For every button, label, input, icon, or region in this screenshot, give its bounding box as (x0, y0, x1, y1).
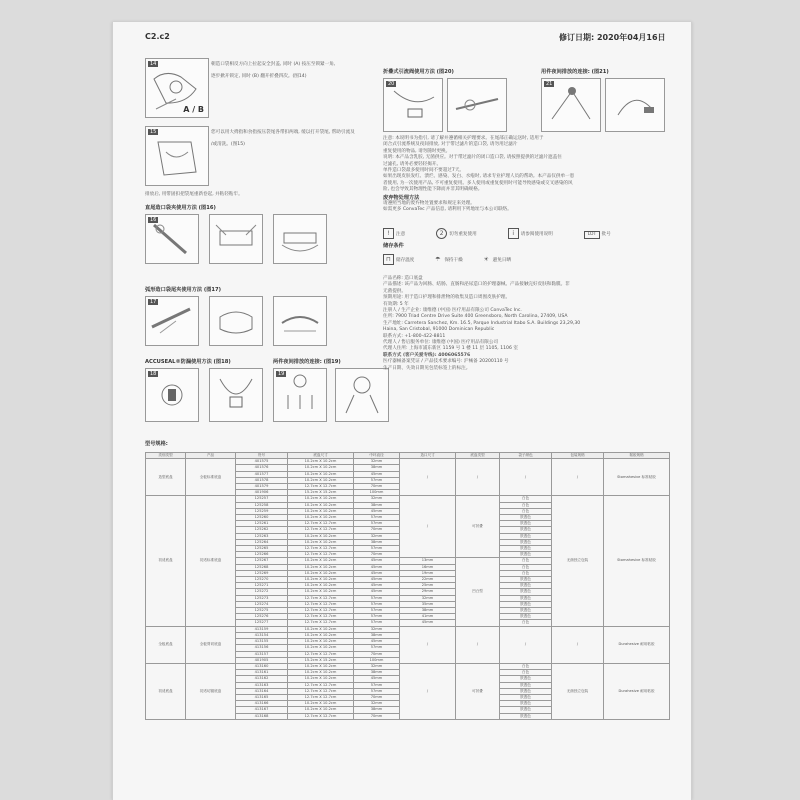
table-cell: 41mm (400, 614, 456, 620)
table-cell: 白色 (500, 620, 552, 626)
table-cell: 12.7cm X 12.7cm (288, 601, 354, 607)
table-cell: 25mm (400, 583, 456, 589)
table-cell: 肤透色 (500, 676, 552, 682)
heading-20: 折叠式引流阀使用方法 (图20) (383, 69, 454, 75)
table-cell: 12.7cm X 12.7cm (288, 546, 354, 552)
table-cell: 12.7cm X 12.7cm (288, 620, 354, 626)
table-cell: 10.2cm X 10.2cm (288, 577, 354, 583)
figure-20a (383, 78, 443, 132)
dispose-heading: 废弃物处理方法 (383, 194, 420, 201)
table-cell: 125259 (236, 508, 288, 514)
table-cell: 57mm (354, 614, 400, 620)
table-cell: 125264 (236, 539, 288, 545)
figure-14 (145, 58, 209, 118)
table-cell: 初适切割底盘 (186, 663, 236, 719)
table-cell: 125275 (236, 608, 288, 614)
storage-label: 保持干燥 (444, 258, 463, 263)
heading-19: 两件夜间排放的连接: (图19) (273, 359, 341, 365)
table-cell: 57mm (354, 682, 400, 688)
note-line: 重复使用的物品, 请勿随时更换。 (383, 148, 451, 154)
info-line: 代理人住所: 上海市浦东新区 1159 号 1 楼 11 层 1105, 1106 室 (383, 346, 518, 352)
table-cell: 肤透色 (500, 595, 552, 601)
table-cell: 413165 (236, 694, 288, 700)
table-cell: 10.2cm X 10.2cm (288, 701, 354, 707)
no-reuse-icon: 2 (436, 228, 447, 239)
table-cell: 125263 (236, 533, 288, 539)
table-cell: 45mm (354, 676, 400, 682)
info-line: 产品描述: 该产品为回肠、结肠、直肠和泌尿造口的护理器械。产品接触完好皮肤和黏膜。非 (383, 282, 570, 288)
table-cell: 401577 (236, 471, 288, 477)
table-cell: 10.2cm X 10.2cm (288, 707, 354, 713)
table-header-cell: 黏胶规格 (604, 453, 670, 459)
info-line: Haina, San Cristobal, 91000 Dominican Republic (383, 327, 495, 333)
table-cell: / (400, 663, 456, 719)
table-cell: 肤透色 (500, 614, 552, 620)
info-line: 联系方式: +1-800-422-8811 (383, 333, 446, 339)
table-cell: 125269 (236, 570, 288, 576)
table-cell: 125260 (236, 515, 288, 521)
table-row (146, 626, 670, 632)
table-cell: 413164 (236, 688, 288, 694)
table-header-cell: 底盘尺寸 (288, 453, 354, 459)
table-cell: 12.7cm X 12.7cm (288, 688, 354, 694)
table-cell: 38mm (354, 502, 400, 508)
table-cell: 38mm (354, 707, 400, 713)
table-cell: / (500, 459, 552, 496)
table-cell: 57mm (354, 688, 400, 694)
table-cell: 125270 (236, 577, 288, 583)
table-cell: 10.2cm X 10.2cm (288, 558, 354, 564)
table-cell: 10.2cm X 10.2cm (288, 670, 354, 676)
product-info (383, 276, 580, 372)
table-row (146, 459, 670, 465)
storage-heading: 储存条件 (383, 243, 404, 249)
figure-17a (145, 296, 199, 346)
sun-icon: ☀ (483, 256, 489, 263)
note-line: 说明: 本产品含乳胶, 无菌供应。对于带过滤片的闭口造口袋, 请按照提供的过滤片遮盖住 (383, 155, 562, 161)
table-cell: 125261 (236, 521, 288, 527)
table-cell: 38mm (354, 539, 400, 545)
table-cell: 57mm (354, 515, 400, 521)
table-cell: 125271 (236, 583, 288, 589)
table-cell: 10.2cm X 10.2cm (288, 626, 354, 632)
table-cell: 12.7cm X 12.7cm (288, 595, 354, 601)
table-cell: 肤透色 (500, 601, 552, 607)
figure-number: 16 (150, 217, 157, 223)
table-cell: 57mm (354, 595, 400, 601)
note-line: 者使用, 为一次使用产品, 不可重复使用。多人使用或重复使用时可能导致感染或交叉感染的风 (383, 180, 573, 186)
table-cell: 70mm (354, 484, 400, 490)
symbols-row (383, 228, 611, 239)
table-cell: 413155 (236, 639, 288, 645)
table-cell: 32mm (354, 626, 400, 632)
table-cell: 45mm (354, 564, 400, 570)
table-cell: / (400, 626, 456, 663)
table-cell: 10.2cm X 10.2cm (288, 570, 354, 576)
table-header-cell: 底盘类型 (456, 453, 500, 459)
table-cell: 57mm (354, 521, 400, 527)
table-cell: 70mm (354, 713, 400, 719)
table-cell: 全板标准底盘 (186, 459, 236, 496)
info-line: 无菌提供。 (383, 288, 406, 294)
table-cell: 10.2cm X 10.2cm (288, 459, 354, 465)
table-cell: 45mm (354, 577, 400, 583)
table-cell: 肤透色 (500, 539, 552, 545)
figure-15 (145, 126, 209, 186)
table-cell: 12.7cm X 12.7cm (288, 608, 354, 614)
note-line: 闭合式引流系统及夜间排放, 对于带过滤片的造口袋, 请勿用过滤片 (383, 142, 518, 148)
table-cell: 肤透色 (500, 515, 552, 521)
table-cell: Durahesive 耐用粘胶 (604, 626, 670, 663)
table-cell: 白色 (500, 502, 552, 508)
table-cell: 45mm (354, 570, 400, 576)
table-cell: 初适底盘 (146, 496, 186, 626)
table-cell: 10.2cm X 10.2cm (288, 465, 354, 471)
table-cell: 401905 (236, 657, 288, 663)
figure-21b (605, 78, 665, 132)
table-cell: 32mm (354, 459, 400, 465)
table-cell: 57mm (354, 620, 400, 626)
table-cell: 45mm (354, 471, 400, 477)
table-cell: 12.7cm X 12.7cm (288, 527, 354, 533)
info-line: 联系方式 (客户关爱专线): 4006065576 (383, 352, 471, 358)
instructions-icon: i (508, 228, 519, 239)
figure-number: 14 (150, 61, 157, 67)
table-cell: / (456, 626, 500, 663)
table-cell: 12.7cm X 12.7cm (288, 521, 354, 527)
note-line: 过滤孔, 请务必要轻轻揭开。 (383, 161, 442, 167)
table-cell: 10.2cm X 10.2cm (288, 477, 354, 483)
note-line: 单件造口袋最多使用时间不要超过7天。 (383, 168, 465, 174)
table-cell: 10.2cm X 10.2cm (288, 583, 354, 589)
figure-20b (447, 78, 507, 132)
table-cell: 可折叠 (456, 496, 500, 558)
info-line: 产品名称: 造口底盘 (383, 276, 423, 281)
table-cell: 125273 (236, 595, 288, 601)
heading-17: 弧形造口袋尾夹使用方法 (图17) (145, 287, 222, 293)
table-cell: 401906 (236, 490, 288, 496)
table-cell: 肤透色 (500, 707, 552, 713)
table-cell: 10.2cm X 10.2cm (288, 539, 354, 545)
table-cell: 10.2cm X 10.2cm (288, 589, 354, 595)
table-cell: 45mm (354, 639, 400, 645)
step14-line1: 朝造口袋相反方向上拉起安全封盖, 同时 (A) 按压至锁紧一角, (211, 62, 336, 67)
spec-table (145, 452, 670, 720)
table-cell: 413160 (236, 663, 288, 669)
revision-date: 修订日期: 2020年04月16日 (559, 33, 666, 42)
table-cell: 白色 (500, 570, 552, 576)
table-cell: 初适底盘 (146, 663, 186, 719)
table-cell: 白色 (500, 508, 552, 514)
table-cell: 初适标准底盘 (186, 496, 236, 626)
table-cell: 38mm (354, 465, 400, 471)
table-header-cell: 造口尺寸 (400, 453, 456, 459)
table-cell: 12.7cm X 12.7cm (288, 552, 354, 558)
table-header-cell: 类别类型 (146, 453, 186, 459)
figure-19a (273, 368, 327, 422)
figure-number: 20 (388, 81, 395, 87)
table-cell: 白色 (500, 558, 552, 564)
table-cell: / (456, 459, 500, 496)
table-cell: 肤透色 (500, 521, 552, 527)
table-cell: 可折叠 (456, 663, 500, 719)
table-cell: 401578 (236, 477, 288, 483)
table-cell: 白色 (500, 670, 552, 676)
info-line: 住所: 7900 Triad Centre Drive Suite 400 Greensboro, North Carolina, 27409, USA (383, 314, 568, 320)
table-cell: 12.7cm X 12.7cm (288, 694, 354, 700)
table-cell: 肤透色 (500, 577, 552, 583)
table-header-cell: 产品 (186, 453, 236, 459)
table-cell: 413163 (236, 682, 288, 688)
table-cell: 肤透色 (500, 701, 552, 707)
table-cell: / (552, 459, 604, 496)
info-line: 注册人 / 生产企业: 康维德 (中国) 医疗用品有限公司 ConvaTec Inc. (383, 308, 522, 314)
table-cell: 125274 (236, 601, 288, 607)
table-cell: 45mm (354, 583, 400, 589)
table-cell: Stomahesive 标准粘胶 (604, 496, 670, 626)
storage-label: 避免日晒 (492, 258, 512, 263)
table-cell: 413157 (236, 651, 288, 657)
table-cell: 12.7cm X 12.7cm (288, 614, 354, 620)
table-cell: 白色 (500, 663, 552, 669)
table-cell: 125272 (236, 589, 288, 595)
table-cell: 肤透色 (500, 546, 552, 552)
storage-row (383, 254, 511, 265)
figure-label: A / B (183, 105, 204, 114)
table-cell: 45mm (354, 508, 400, 514)
table-cell: 125266 (236, 552, 288, 558)
table-cell: 57mm (354, 477, 400, 483)
figure-21a (541, 78, 601, 132)
table-cell: 凹凸型 (456, 558, 500, 626)
table-cell: 57mm (354, 608, 400, 614)
table-cell: 413161 (236, 670, 288, 676)
table-cell: 413167 (236, 707, 288, 713)
table-cell: 413166 (236, 701, 288, 707)
table-cell: 肤透色 (500, 608, 552, 614)
table-cell: 肤透色 (500, 527, 552, 533)
storage-label: 储存温度 (396, 258, 415, 263)
table-cell: 32mm (354, 701, 400, 707)
table-cell: 肤透色 (500, 682, 552, 688)
figure-18b (209, 368, 263, 422)
table-cell: 10.2cm X 10.2cm (288, 663, 354, 669)
figure-17c (273, 296, 327, 346)
info-line: 代理人 / 售后服务单位: 康维德 (中国) 医疗用品有限公司 (383, 340, 499, 346)
table-cell: / (552, 626, 604, 663)
info-line: 预期用途: 用于造口护理和排泄物的收集及造口周围皮肤护理。 (383, 295, 511, 301)
info-line: 医疗器械备案凭证 / 产品技术要求编号: 沪械备 20200110 号 (383, 359, 509, 365)
warning-icon: ! (383, 228, 394, 239)
info-line: 有效期: 5 年 (383, 301, 409, 307)
table-cell: 全板剪切底盘 (186, 626, 236, 663)
table-cell: 45mm (354, 589, 400, 595)
table-cell: 45mm (354, 558, 400, 564)
table-cell: 70mm (354, 552, 400, 558)
figure-number: 21 (546, 81, 553, 87)
figure-number: 15 (150, 129, 157, 135)
heading-21: 用件夜间排放的连接: (图21) (541, 69, 609, 75)
note-line: 如果出现皮肤发红、溃烂、感染、发白、水疱时, 请求专业护理人员的帮助。本产品仅供单一患 (383, 174, 575, 180)
table-cell: 32mm (354, 496, 400, 502)
table-cell: 12.7cm X 12.7cm (288, 651, 354, 657)
table-cell: 57mm (354, 645, 400, 651)
table-cell: 401579 (236, 484, 288, 490)
note-line: 如需更多 ConvaTec 产品信息, 请利用下列地址与本公司联络。 (383, 207, 512, 213)
table-cell: 12.7cm X 12.7cm (288, 713, 354, 719)
table-cell: 401575 (236, 459, 288, 465)
table-cell: / (400, 496, 456, 558)
table-cell: 肤透色 (500, 552, 552, 558)
note-block (383, 136, 574, 213)
figure-18a (145, 368, 199, 422)
table-cell: 10.2cm X 10.2cm (288, 533, 354, 539)
table-cell: 无菌独立包装 (552, 663, 604, 719)
table-cell: 35mm (400, 601, 456, 607)
table-cell: 10.2cm X 10.2cm (288, 645, 354, 651)
table-cell: 13mm (400, 558, 456, 564)
heading-16: 直尾造口袋夹使用方法 (图16) (145, 205, 216, 211)
table-cell: 10.2cm X 10.2cm (288, 508, 354, 514)
table-cell: 16mm (400, 564, 456, 570)
instruction-sheet (112, 22, 692, 800)
table-cell: 125258 (236, 502, 288, 508)
table-cell: 无菌独立包装 (552, 496, 604, 626)
note-line: 险, 也会导致其物理性能下降而并非其明确规格。 (383, 187, 483, 193)
table-header-cell: 货号 (236, 453, 288, 459)
table-cell: 125267 (236, 558, 288, 564)
table-cell: 70mm (354, 651, 400, 657)
table-cell: 32mm (354, 663, 400, 669)
info-line: 生产日期、失效日期见包装标签上的标注。 (383, 365, 471, 371)
figure-16a (145, 214, 199, 264)
table-cell: 413154 (236, 632, 288, 638)
table-cell: Durahesive 耐用粘胶 (604, 663, 670, 719)
figure-16c (273, 214, 327, 264)
symbol-label: 批号 (601, 232, 611, 237)
table-cell: 10.2cm X 10.2cm (288, 496, 354, 502)
table-cell: 10.2cm X 10.2cm (288, 676, 354, 682)
table-cell: / (400, 459, 456, 496)
table-cell: 肤透色 (500, 533, 552, 539)
figure-17b (209, 296, 263, 346)
table-cell: 肤透色 (500, 713, 552, 719)
temperature-icon: ⊓ (383, 254, 394, 265)
table-cell: 38mm (354, 632, 400, 638)
table-cell: 肤透色 (500, 583, 552, 589)
umbrella-icon: ☂ (435, 256, 441, 263)
table-cell: 10.2cm X 10.2cm (288, 471, 354, 477)
table-cell: 15.2cm X 15.2cm (288, 490, 354, 496)
table-cell: 白色 (500, 564, 552, 570)
symbol-label: 注意 (396, 232, 406, 237)
table-cell: 401576 (236, 465, 288, 471)
table-cell: 70mm (354, 694, 400, 700)
table-cell: 38mm (354, 670, 400, 676)
table-cell: 15.2cm X 15.2cm (288, 657, 354, 663)
table-cell: Stomahesive 标准粘胶 (604, 459, 670, 496)
table-cell: 10.2cm X 10.2cm (288, 502, 354, 508)
table-cell: 22mm (400, 577, 456, 583)
table-cell: 10.2cm X 10.2cm (288, 639, 354, 645)
table-cell: 19mm (400, 570, 456, 576)
table-cell: / (500, 626, 552, 663)
table-cell: 32mm (354, 533, 400, 539)
table-cell: 413159 (236, 626, 288, 632)
table-cell: 10.2cm X 10.2cm (288, 632, 354, 638)
table-cell: 125265 (236, 546, 288, 552)
doc-code: C2.c2 (145, 32, 170, 41)
table-cell: 125257 (236, 496, 288, 502)
table-row (146, 663, 670, 669)
figure-16b (209, 214, 263, 264)
table-row (146, 496, 670, 502)
table-cell: 413156 (236, 645, 288, 651)
table-cell: 413162 (236, 676, 288, 682)
table-cell: 肤透色 (500, 688, 552, 694)
table-cell: 57mm (354, 546, 400, 552)
table-cell: 造型底盘 (146, 459, 186, 496)
table-cell: 12.7cm X 12.7cm (288, 484, 354, 490)
info-line: 生产地址: Carretera Sanchez, Km. 16.5, Parque Industrial Itabo S.A. Buildings 23,29,30 (383, 320, 581, 326)
step14-line2: 逐步掀开锁定, 同时 (B) 翻开折叠四次。(图14) (211, 74, 307, 79)
figure-number: 18 (150, 371, 157, 377)
symbol-label: 请参阅使用说明 (520, 232, 553, 237)
table-header-cell: 中环直径 (354, 453, 400, 459)
table-cell: 38mm (400, 608, 456, 614)
table-cell: 125277 (236, 620, 288, 626)
figure-number: 17 (150, 299, 157, 305)
table-header-cell: 包装规格 (552, 453, 604, 459)
figure-19b (335, 368, 389, 422)
figure-number: 19 (278, 371, 285, 377)
table-cell: 45mm (400, 620, 456, 626)
table-cell: 70mm (354, 527, 400, 533)
table-title: 型号规格: (145, 441, 168, 447)
table-cell: 32mm (400, 595, 456, 601)
table-cell: 12.7cm X 12.7cm (288, 682, 354, 688)
note-line: 注意: 本说明书为指引, 请了解并遵循相关护理要求。在尾部正确运送时, 适用于 (383, 136, 544, 141)
table-cell: 肤透色 (500, 589, 552, 595)
table-cell: 29mm (400, 589, 456, 595)
step15-line2: /或清洗。(图15) (211, 142, 245, 147)
table-cell: 10.2cm X 10.2cm (288, 564, 354, 570)
table-cell: 125276 (236, 614, 288, 620)
table-cell: 10.2cm X 10.2cm (288, 515, 354, 521)
table-cell: 全板底盘 (146, 626, 186, 663)
table-cell: 100mm (354, 490, 400, 496)
table-cell: 125262 (236, 527, 288, 533)
table-cell: 413168 (236, 713, 288, 719)
heading-18: ACCUSEAL®防漏使用方法 (图18) (145, 359, 231, 365)
table-cell: 57mm (354, 601, 400, 607)
lot-icon: LOT (584, 231, 600, 239)
table-cell: 白色 (500, 496, 552, 502)
note-line: 请遵照当地的废弃物处置要求和规定来处理。 (383, 200, 475, 206)
step15-line1: 您可以用大拇指和食指按压袋尾各带扣两端, 缓以打开袋尾, 帮助引流及 (211, 130, 355, 135)
table-header-cell: 袋子颜色 (500, 453, 552, 459)
table-cell: 125268 (236, 564, 288, 570)
close-note: 排放后, 用带固扣把袋尾重新卷起, 并粘轻粘牢。 (145, 192, 243, 197)
symbol-label: 切勿重复使用 (449, 232, 477, 237)
table-cell: 肤透色 (500, 694, 552, 700)
table-cell: 100mm (354, 657, 400, 663)
